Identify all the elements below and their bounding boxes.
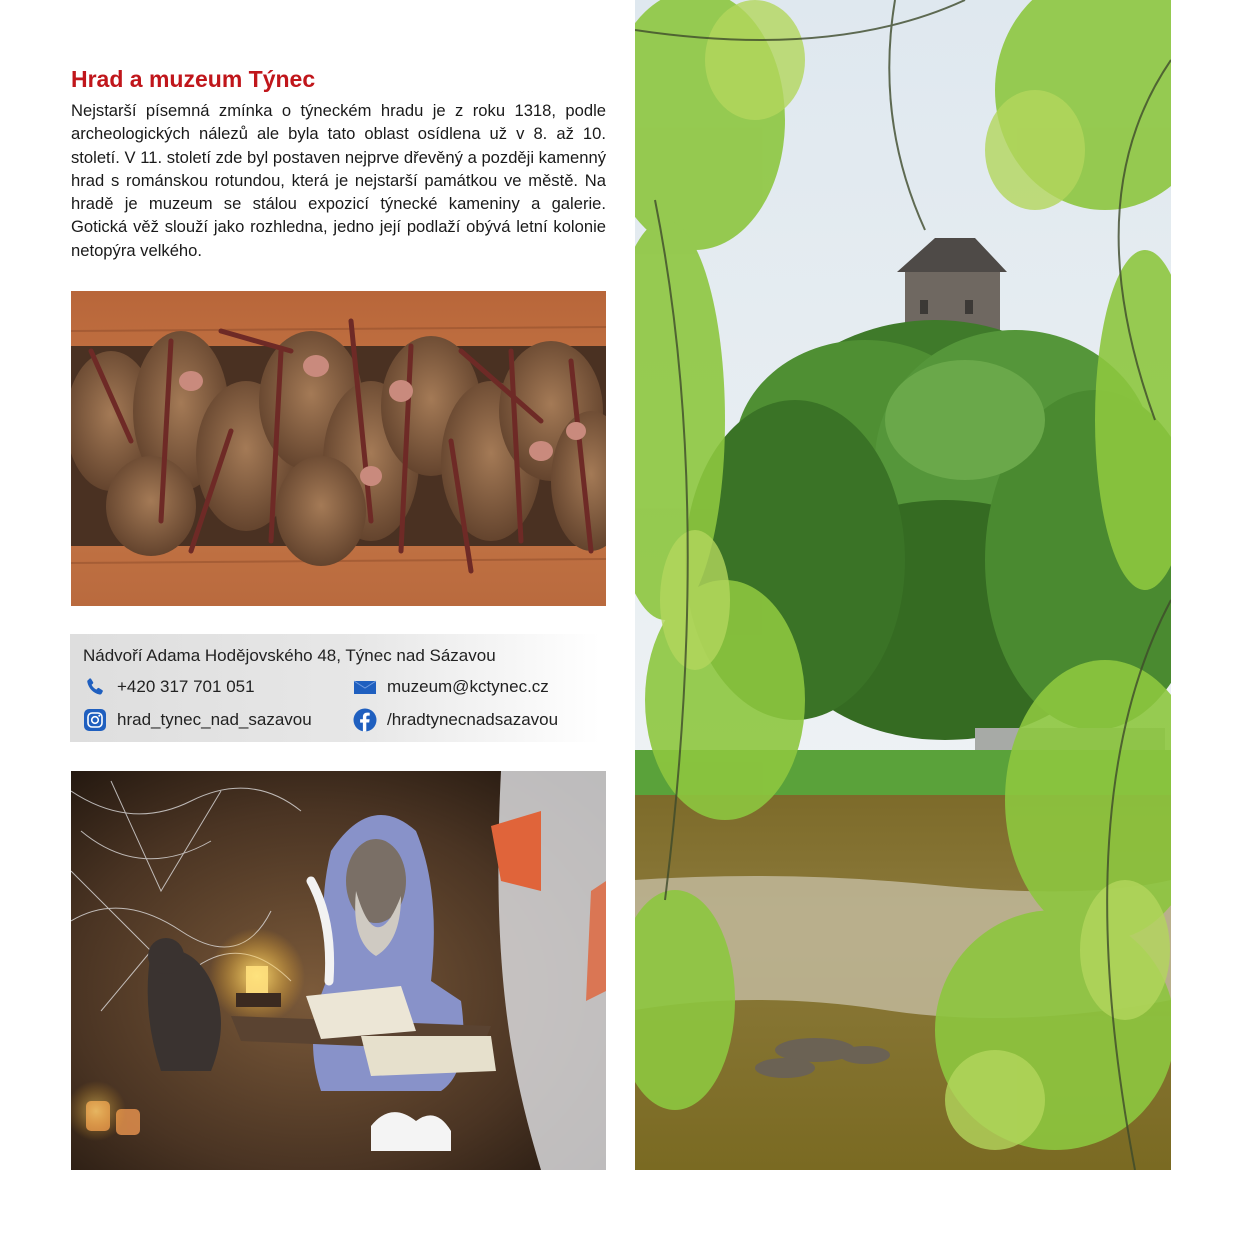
email-row[interactable] bbox=[353, 675, 549, 699]
bat-colony-photo bbox=[71, 291, 606, 606]
castle-tower-river-photo bbox=[635, 0, 1171, 1170]
phone-number: +420 317 701 051 bbox=[117, 677, 255, 696]
email-icon bbox=[353, 675, 377, 699]
article-title: Hrad a muzeum Týnec bbox=[71, 66, 316, 92]
phone-icon bbox=[83, 675, 107, 699]
phone-row[interactable] bbox=[83, 675, 255, 699]
facebook-page: /hradtynecnadsazavou bbox=[387, 710, 559, 729]
article-body: Nejstarší písemná zmínka o týneckém hradu je z roku 1318, podle archeologických nálezů ale byla tato oblast osídlena už v 8. až 10. století. V 11. století zde byl postaven nejprve dřevěný a později kamenný hrad s románskou rotundou, která je nejstarší památkou ve městě. Na hradě je muzeum se stálou expozicí týnecké kameniny a galerie. Gotická věž slouží jako rozhledna, jedno její podlaží obývá letní kolonie netopýra velkého. bbox=[71, 101, 606, 260]
museum-exhibit-photo bbox=[71, 771, 606, 1170]
contact-box bbox=[70, 634, 600, 742]
facebook-row[interactable] bbox=[353, 708, 558, 732]
address: Nádvoří Adama Hodějovského 48, Týnec nad Sázavou bbox=[83, 646, 496, 665]
email-address: muzeum@kctynec.cz bbox=[387, 677, 549, 696]
facebook-icon bbox=[353, 708, 377, 732]
instagram-icon bbox=[83, 708, 107, 732]
instagram-row[interactable] bbox=[83, 708, 312, 732]
instagram-handle: hrad_tynec_nad_sazavou bbox=[117, 710, 312, 729]
